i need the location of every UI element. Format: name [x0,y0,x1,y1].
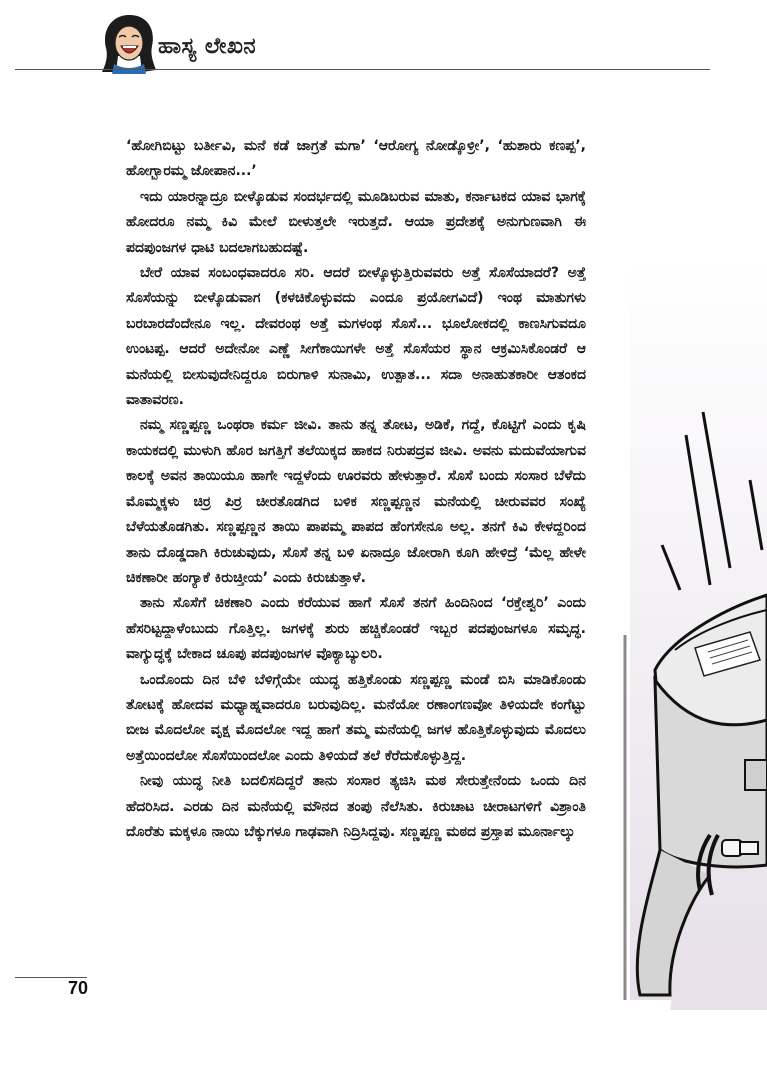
article-paragraph: ಇದು ಯಾರನ್ನಾದ್ರೂ ಬೀಳ್ಕೊಡುವ ಸಂದರ್ಭದಲ್ಲಿ ಮೂಡಿಬರುವ ಮಾತು, ಕರ್ನಾಟಕದ ಯಾವ ಭಾಗಕ್ಕೆ ಹೋದರೂ ನಮ್ಮ ಕಿವಿ ಮೇಲೆ ಬೀಳುತ್ತಲೇ ಇರುತ್ತದೆ. ಆಯಾ ಪ್ರದೇಶಕ್ಕೆ ಅನುಗುಣವಾಗಿ ಈ ಪದಪುಂಜಗಳ ಧಾಟಿ ಬದಲಾಗಬಹುದಷ್ಟೆ. [126,188,586,256]
article-paragraph: ತಾನು ಸೊಸೆಗೆ ಚಿಕಣಾರಿ ಎಂದು ಕರೆಯುವ ಹಾಗೆ ಸೊಸೆ ತನಗೆ ಹಿಂದಿನಿಂದ ‘ರಕ್ತೇಶ್ವರಿ’ ಎಂದು ಹೆಸರಿಟ್ಟದ್ದಾಳೆಂಬುದು ಗೊತ್ತಿಲ್ಲ. ಜಗಳಕ್ಕೆ ಶುರು ಹಚ್ಚಿಕೊಂಡರೆ ಇಬ್ಬರ ಪದಪುಂಜಗಳೂ ಸಮೃದ್ಧ. ವಾಗ್ಯುದ್ಧಕ್ಕೆ ಬೇಕಾದ ಚೂಪು ಪದಪುಂಜಗಳ ವೊಕ್ಯಾಬ್ಯುಲರಿ. [126,595,586,663]
article-paragraph: ನೀವು ಯುದ್ಧ ನೀತಿ ಬದಲಿಸದಿದ್ದರೆ ತಾನು ಸಂಸಾರ ತ್ಯಜಿಸಿ ಮಠ ಸೇರುತ್ತೇನೆಂದು ಒಂದು ದಿನ ಹೆದರಿಸಿದ. ಎರಡು ದಿನ ಮನೆಯಲ್ಲಿ ಮೌನದ ತಂಪು ನೆಲೆಸಿತು. ಕಿರುಚಾಟ ಚೀರಾಟಗಳಿಗೆ ವಿಶ್ರಾಂತಿ ದೊರೆತು ಮಕ್ಕಳೂ ನಾಯಿ ಬೆಕ್ಕುಗಳೂ ಗಾಢವಾಗಿ ನಿದ್ರಿಸಿದ್ದವು. ಸಣ್ಣಪ್ಪಣ್ಣ ಮಠದ ಪ್ರಸ್ತಾಪ ಮೂರ್ನಾಲ್ಕು [126,773,586,840]
cartoon-appliance-illustration [600,250,767,1010]
laughing-woman-icon [100,12,158,74]
article-paragraph: ನಮ್ಮ ಸಣ್ಣಪ್ಪಣ್ಣ ಒಂಥರಾ ಕರ್ಮ ಜೀವಿ. ತಾನು ತನ್ನ ತೋಟ, ಅಡಿಕೆ, ಗದ್ದೆ, ಕೊಟ್ಟಿಗೆ ಎಂದು ಕೃಷಿ ಕಾಯಕದಲ್ಲಿ ಮುಳುಗಿ ಹೊರ ಜಗತ್ತಿಗೆ ತಲೆಯಿಕ್ಕದ ಹಾಕದ ನಿರುಪದ್ರವ ಜೀವಿ. ಅವನು ಮದುವೆಯಾಗುವ ಕಾಲಕ್ಕೆ ಅವನ ತಾಯಿಯೂ ಹಾಗೇ ಇದ್ದಳೆಂದು ಊರವರು ಹೇಳುತ್ತಾರೆ. ಸೊಸೆ ಬಂದು ಸಂಸಾರ ಬೆಳೆದು ಮೊಮ್ಮಕ್ಕಳು ಚಿರ್ರ ಪಿರ್ರ ಚೀರತೊಡಗಿದ ಬಳಿಕ ಸಣ್ಣಪ್ಪಣ್ಣನ ಮನೆಯಲ್ಲಿ ಚೀರುವವರ ಸಂಖ್ಯೆ ಬೆಳೆಯತೊಡಗಿತು. ಸಣ್ಣಪ್ಪಣ್ಣನ ತಾಯಿ ಪಾಪಮ್ಮ ಪಾಪದ ಹೆಂಗಸೇನೂ ಅಲ್ಲ. ತನಗೆ ಕಿವಿ ಕೇಳದ್ದರಿಂದ ತಾನು ದೊಡ್ಡದಾಗಿ ಕಿರುಚುವುದು, ಸೊಸೆ ತನ್ನ ಬಳಿ ಏನಾದ್ರೂ ಜೋರಾಗಿ ಕೂಗಿ ಹೇಳಿದ್ರೆ ‘ಮೆಲ್ಲ ಹೇಳೇ ಚಿಕಣಾರೀ ಹಂಗ್ಯಾಕೆ ಕಿರುಚ್ತೀಯ’ ಎಂದು ಕಿರುಚುತ್ತಾಳೆ. [126,417,586,586]
section-title: ಹಾಸ್ಯ ಲೇಖನ [158,34,257,59]
page-header [0,0,767,75]
article-paragraph: ಒಂದೊಂದು ದಿನ ಬೆಳಿ ಬೆಳಿಗ್ಗೆಯೇ ಯುದ್ಧ ಹತ್ತಿಕೊಂಡು ಸಣ್ಣಪ್ಪಣ್ಣ ಮಂಡೆ ಬಿಸಿ ಮಾಡಿಕೊಂಡು ತೋಟಕ್ಕೆ ಹೋದವ ಮಧ್ಯಾಹ್ನವಾದರೂ ಬರುವುದಿಲ್ಲ. ಮನೆಯೋ ರಣಾಂಗಣವೋ ತಿಳಿಯದೇ ಕಂಗೆಟ್ಟು ಬೀಜ ಮೊದಲೋ ವೃಕ್ಷ ಮೊದಲೋ ಇದ್ದ ಹಾಗೆ ತಮ್ಮ ಮನೆಯಲ್ಲಿ ಜಗಳ ಹೊತ್ತಿಕೊಳ್ಳುವುದು ಮೊದಲು ಅತ್ತೆಯಿಂದಲೋ ಸೊಸೆಯಿಂದಲೋ ಎಂದು ತಿಳಿಯದೆ ತಲೆ ಕೆರೆದುಕೊಳ್ಳುತ್ತಿದ್ದ. [126,671,586,764]
article-paragraph: ‘ಹೋಗಿಬಿಟ್ಟು ಬರ್ತೀವಿ, ಮನೆ ಕಡೆ ಜಾಗ್ರತೆ ಮಗಾ’ ‘ಆರೋಗ್ಯ ನೋಡ್ಕೊಳ್ರೀ’, ‘ಹುಶಾರು ಕಣಪ್ಪ’, ಹೋಗ್ಬಾರಮ್ಮ ಜೋಪಾನ...’ [126,138,586,180]
article-body [126,134,586,845]
page-number: 70 [68,978,89,998]
article-paragraph: ಬೇರೆ ಯಾವ ಸಂಬಂಧವಾದರೂ ಸರಿ. ಆದರೆ ಬೀಳ್ಕೊಳ್ಳುತ್ತಿರುವವರು ಅತ್ತೆ ಸೊಸೆಯಾದರೆ? ಅತ್ತೆ ಸೊಸೆಯನ್ನು ಬೀಳ್ಕೊಡುವಾಗ (ಕಳಚಿಕೊಳ್ಳುವದು ಎಂದೂ ಪ್ರಯೋಗವಿದೆ) ಇಂಥ ಮಾತುಗಳು ಬರಬಾರದೆಂದೇನೂ ಇಲ್ಲ. ದೇವರಂಥ ಅತ್ತೆ ಮಗಳಂಥ ಸೊಸೆ... ಭೂಲೋಕದಲ್ಲಿ ಕಾಣಸಿಗುವದೂ ಉಂಟಪ್ಪ. ಆದರೆ ಅದೇನೋ ಎಣ್ಣೆ ಸೀಗೆಕಾಯಿಗಳೇ ಅತ್ತೆ ಸೊಸೆಯರ ಸ್ಥಾನ ಆಕ್ರಮಿಸಿಕೊಂಡರೆ ಆ ಮನೆಯಲ್ಲಿ ಬೀಸುವುದೇನಿದ್ದರೂ ಬಿರುಗಾಳಿ ಸುನಾಮಿ, ಉತ್ಪಾತ... ಸದಾ ಅನಾಹುತಕಾರೀ ಆತಂಕದ ವಾತಾವರಣ. [126,265,586,409]
header-divider [15,69,710,70]
